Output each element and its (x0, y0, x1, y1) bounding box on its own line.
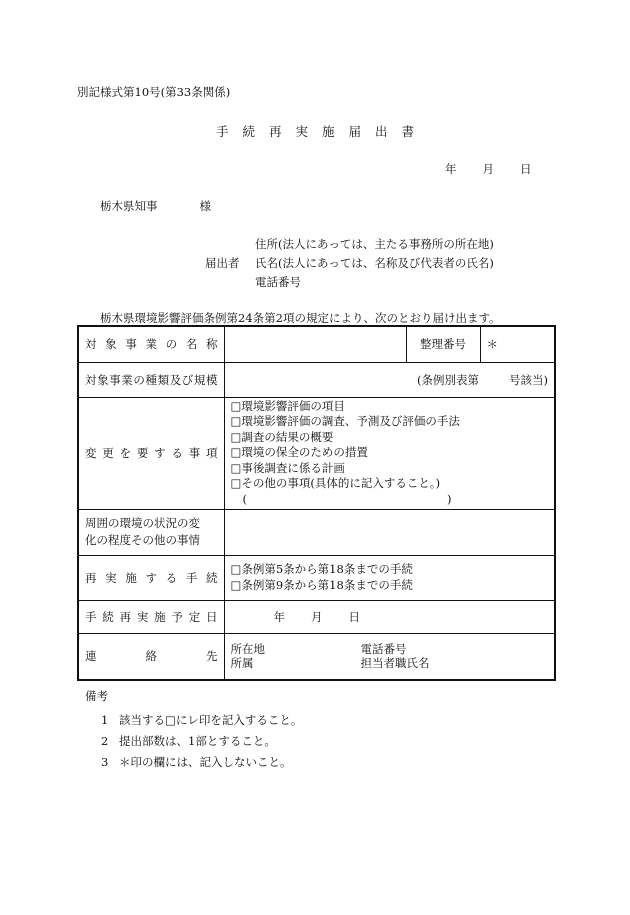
table-row (78, 633, 555, 680)
title-char: 実 (295, 124, 308, 139)
environment-field[interactable] (224, 509, 555, 555)
contact-location[interactable]: 所在地 (230, 642, 265, 657)
remarks-heading: 備考 (85, 689, 108, 703)
procedure-option[interactable]: □条例第5条から第18条までの手続 (230, 562, 413, 576)
remark-number: 3 (101, 755, 109, 769)
title-char: 届 (348, 124, 362, 139)
type-scale-note-prefix: (条例別表第 (417, 372, 479, 387)
table-row (78, 600, 555, 633)
changes-label: 変更を要する事項 (78, 397, 224, 509)
date-year[interactable]: 年 (445, 162, 457, 176)
change-option[interactable]: □環境の保全のための措置 (230, 445, 368, 460)
remark-number: 2 (101, 734, 109, 748)
addressee (100, 198, 211, 214)
schedule-month: 月 (311, 609, 323, 624)
preamble-text: 栃木県環境影響評価条例第24条第2項の規定により、次のとおり届け出ます。 (100, 311, 501, 325)
title-char: 施 (322, 124, 335, 139)
contact-label: 連絡先 (78, 633, 224, 680)
title-char: 再 (268, 124, 282, 139)
addressee-honorific: 様 (199, 199, 211, 213)
contact-person[interactable]: 担当者職氏名 (360, 656, 430, 671)
table-row (78, 509, 555, 555)
table-row (78, 555, 555, 600)
type-scale-note-suffix: 号該当) (509, 372, 548, 387)
type-scale-field[interactable] (224, 362, 555, 397)
changes-options (224, 397, 555, 509)
contact-phone[interactable]: 電話番号 (360, 642, 407, 657)
remark-text: 該当する□にレ印を記入すること。 (119, 713, 303, 727)
schedule-label: 手続再実施予定日 (78, 600, 224, 633)
procedure-option[interactable]: □条例第9条から第18条までの手続 (230, 577, 413, 592)
title-char: 出 (375, 124, 388, 139)
remark-number: 1 (101, 713, 109, 727)
reference-number-label: 整理番号 (406, 326, 480, 362)
date-month[interactable]: 月 (482, 162, 494, 176)
title-char: 続 (242, 124, 255, 139)
date-day[interactable]: 日 (520, 162, 532, 176)
remark-note (101, 731, 302, 752)
remark-text: ＊印の欄には、記入しないこと。 (119, 755, 292, 769)
notifier-label: 届出者 (205, 256, 240, 270)
change-option[interactable]: □その他の事項(具体的に記入すること。) (230, 476, 441, 491)
notifier-phone[interactable]: 電話番号 (255, 275, 301, 289)
reference-number-field (480, 326, 555, 362)
environment-label (78, 509, 224, 555)
remark-text: 提出部数は、1部とすること。 (119, 734, 276, 748)
environment-label-line1: 周囲の環境の状況の変 (85, 516, 200, 530)
schedule-year: 年 (273, 609, 285, 624)
procedure-options (224, 555, 555, 600)
table-row (78, 397, 555, 509)
change-option[interactable]: □環境影響評価の項目 (230, 398, 345, 413)
remark-note (101, 710, 302, 731)
table-row (78, 362, 555, 397)
environment-label-line2: 化の程度その他の事情 (85, 533, 200, 547)
notification-form-table (77, 325, 556, 681)
project-name-label: 対象事業の名称 (78, 326, 224, 362)
notifier-name[interactable]: 氏名(法人にあっては、名称及び代表者の氏名) (255, 256, 494, 270)
date-line (445, 161, 532, 177)
procedure-label: 再実施する手続 (78, 555, 224, 600)
change-option[interactable]: □調査の結果の概要 (230, 429, 334, 444)
change-option[interactable]: □事後調査に係る計画 (230, 460, 345, 475)
table-row (78, 326, 555, 362)
schedule-day: 日 (348, 609, 360, 624)
change-option[interactable]: □環境影響評価の調査、予測及び評価の手法 (230, 414, 460, 429)
remarks-section (85, 688, 302, 773)
contact-department[interactable]: 所属 (230, 656, 254, 671)
title-char: 手 (215, 124, 229, 139)
form-number-label: 別記様式第10号(第33条関係) (77, 85, 231, 99)
contact-field (224, 633, 555, 680)
paren-close: ) (447, 491, 452, 506)
project-name-field[interactable] (224, 326, 406, 362)
document-title (0, 122, 630, 140)
type-scale-label: 対象事業の種類及び規模 (78, 362, 224, 397)
notifier-address[interactable]: 住所(法人にあっては、主たる事務所の所在地) (255, 237, 494, 251)
paren-open: ( (242, 491, 247, 506)
addressee-name: 栃木県知事 (100, 199, 158, 213)
change-other-detail[interactable] (231, 492, 549, 508)
schedule-field[interactable] (224, 600, 555, 633)
notifier-block (205, 235, 494, 292)
reference-number-mark: ＊ (486, 337, 498, 352)
title-char: 書 (401, 124, 415, 139)
remark-note (101, 752, 302, 773)
